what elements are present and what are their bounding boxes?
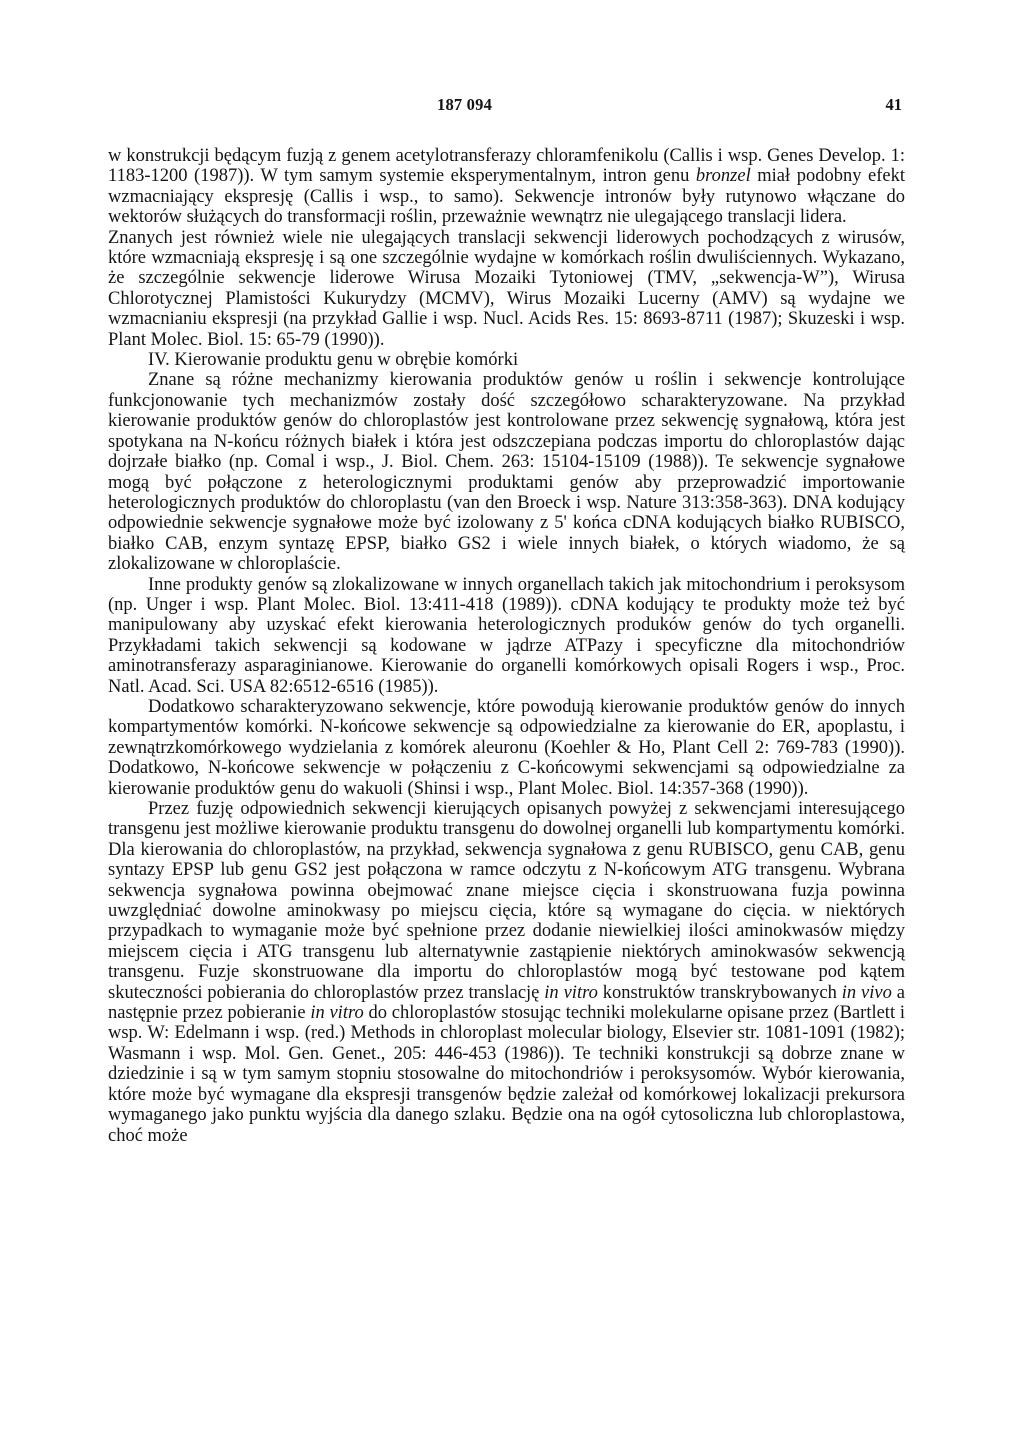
paragraph: Dodatkowo scharakteryzowano sekwencje, które powodują kierowanie produktów genów do innych kompartymentów komórki. N-końcowe sekwencje są odpowiedzialne za kierowanie do ER, apoplastu, i zewnątrzkomórkowego wydzielania z komórek aleuronu (Koehler & Ho, Plant Cell 2: 769-783 (1990)). Dodatkowo, N-końcowe sekwencje w połączeniu z C-końcowymi sekwencjami są odpowiedzialne za kierowanie produktów genu do wakuoli (Shinsi i wsp., Plant Molec. Biol. 14:357-368 (1990)). xyxy=(108,696,905,799)
text-run: Przez fuzję odpowiednich sekwencji kierujących opisanych powyżej z sekwencjami interesującego transgenu jest możliwe kierowanie produktu transgenu do dowolnej organelli lub kompartymentu komórki. Dla kierowania do chloroplastów, na przykład, sekwencja sygnałowa z genu RUBISCO, genu CAB, genu syntazy EPSP lub genu GS2 jest połączona w ramce odczytu z N-końcowym ATG transgenu. Wybrana sekwencja sygnałowa powinna obejmować znane miejsce cięcia i skonstruowana fuzja powinna uwzględniać dowolne aminokwasy po miejscu cięcia, które są wymagane do cięcia. w niektórych przypadkach to wymaganie może być spełnione przez dodanie niewielkiej ilości aminokwasów między miejscem cięcia i ATG transgenu lub alternatywnie zastąpienie niektórych aminokwasów sekwencją transgenu. Fuzje skonstruowane dla importu do chloroplastów mogą być testowane pod kątem skuteczności pobierania do chloroplastów przez translację xyxy=(108,799,905,1003)
text-run: a następnie przez pobieranie xyxy=(108,982,905,1024)
italic-term: in vitro xyxy=(544,982,598,1003)
paragraph xyxy=(108,146,905,228)
italic-term: in vitro xyxy=(310,1003,364,1024)
italic-term: in vivo xyxy=(841,982,892,1003)
text-run: w konstrukcji będącym fuzją z genem acetylotransferazy chloramfenikolu (Callis i wsp. Genes Develop. 1: 1183-1200 (1987)). W tym samym systemie eksperymentalnym, intron genu xyxy=(108,146,905,187)
patent-number: 187 094 xyxy=(437,95,493,114)
text-run: do chloroplastów stosując techniki molekularne opisane przez (Bartlett i wsp. W: Edelmann i wsp. (red.) Methods in chloroplast molecular biology, Elsevier str. 1081-1091 (1982); Wasmann i wsp. Mol. Gen. Genet., 205: 446-453 (1986)). Te techniki konstrukcji są dobrze znane w dziedzinie i są w tym samym stopniu stosowalne do mitochondriów i peroksysomów. Wybór kierowania, które może być wymagane dla ekspresji transgenów będzie zależał od komórkowej lokalizacji prekursora wymaganego jako punktu wyjścia dla danego szlaku. Będzie ona na ogół cytosoliczna lub chloroplastowa, choć może xyxy=(108,1003,905,1146)
section-heading: IV. Kierowanie produktu genu w obrębie komórki xyxy=(148,350,519,371)
paragraph: Znane są różne mechanizmy kierowania produktów genów u roślin i sekwencje kontrolujące funkcjonowanie tych mechanizmów zostały dość szczegółowo scharakteryzowane. Na przykład kierowanie produktów genów do chloroplastów jest kontrolowane przez sekwencję sygnałową, która jest spotykana na N-końcu różnych białek i która jest odszczepiana podczas importu do chloroplastów dając dojrzałe białko (np. Comal i wsp., J. Biol. Chem. 263: 15104-15109 (1988)). Te sekwencje sygnałowe mogą być połączone z heterologicznymi produktami genów aby przeprowadzić importowanie heterologicznych produktów do chloroplastu (van den Broeck i wsp. Nature 313:358-363). DNA kodujący odpowiednie sekwencje sygnałowe może być izolowany z 5' końca cDNA kodujących białko RUBISCO, białko CAB, enzym syntazę EPSP, białko GS2 i wiele innych białek, o których wiadomo, że są zlokalizowane w chloroplaście. xyxy=(108,370,905,575)
page-number: 41 xyxy=(885,95,902,114)
text-run: miał podobny efekt wzmacniający ekspresję (Callis i wsp., to samo). Sekwencje intronów były rutynowo włączane do wektorów służących do transformacji roślin, przeważnie wewnątrz nie ulegającego translacji lidera. xyxy=(108,166,905,228)
text-run: konstruktów transkrybowanych xyxy=(597,982,842,1003)
paragraph xyxy=(108,799,905,1146)
gene-name-italic: bronzel xyxy=(695,166,751,187)
paragraph: Inne produkty genów są zlokalizowane w innych organellach takich jak mitochondrium i peroksysom (np. Unger i wsp. Plant Molec. Biol. 13:411-418 (1989)). cDNA kodujący te produkty może też być manipulowany aby uzyskać efekt kierowania heterologicznych produków genów do tych organelli. Przykładami takich sekwencji są kodowane w jądrze ATPazy i specyficzne dla mitochondriów aminotransferazy asparaginianowe. Kierowanie do organelli komórkowych opisali Rogers i wsp., Proc. Natl. Acad. Sci. USA 82:6512-6516 (1985)). xyxy=(108,574,905,697)
document-body xyxy=(108,146,905,1146)
paragraph: Znanych jest również wiele nie ulegających translacji sekwencji liderowych pochodzących z wirusów, które wzmacniają ekspresję i są one szczególnie wydajne w komórkach roślin dwuliściennych. Wykazano, że szczególnie sekwencje liderowe Wirusa Mozaiki Tytoniowej (TMV, „sekwencja-W”), Wirusa Chlorotycznej Plamistości Kukurydzy (MCMV), Wirus Mozaiki Lucerny (AMV) są wydajne we wzmacnianiu ekspresji (na przykład Gallie i wsp. Nucl. Acids Res. 15: 8693-8711 (1987); Skuzeski i wsp. Plant Molec. Biol. 15: 65-79 (1990)). xyxy=(108,227,905,350)
